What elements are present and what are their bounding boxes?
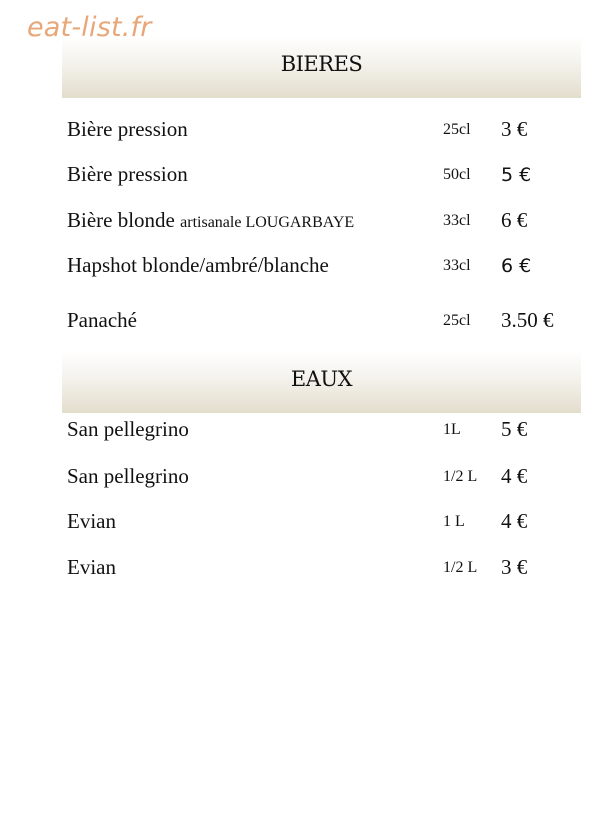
item-price: 3.50 € bbox=[501, 308, 554, 332]
section-header-bieres bbox=[62, 36, 581, 98]
item-name: Panaché bbox=[67, 308, 137, 332]
item-size: 50cl bbox=[443, 166, 471, 183]
item-price: 6 € bbox=[501, 208, 528, 232]
item-name: Evian bbox=[67, 509, 116, 533]
item-size: 1/2 L bbox=[443, 559, 478, 576]
item-price: 6 € bbox=[501, 255, 532, 277]
item-size: 25cl bbox=[443, 312, 471, 329]
menu-item bbox=[67, 555, 577, 585]
item-price: 4 € bbox=[501, 509, 528, 533]
menu-item bbox=[67, 208, 577, 238]
menu-item bbox=[67, 253, 577, 283]
item-price: 3 € bbox=[501, 555, 528, 579]
menu-item bbox=[67, 117, 577, 147]
item-size: 1L bbox=[443, 421, 461, 438]
item-name: Hapshot blonde/ambré/blanche bbox=[67, 253, 329, 277]
item-name: Bière pression bbox=[67, 117, 188, 141]
item-price: 4 € bbox=[501, 464, 528, 488]
item-name: Bière pression bbox=[67, 162, 188, 186]
menu-item bbox=[67, 464, 577, 494]
item-size: 33cl bbox=[443, 212, 471, 229]
item-price: 3 € bbox=[501, 117, 528, 141]
item-size: 1 L bbox=[443, 513, 465, 530]
item-size: 1/2 L bbox=[443, 468, 478, 485]
item-name-note: artisanale LOUGARBAYE bbox=[180, 214, 355, 231]
section-header-eaux bbox=[62, 351, 581, 413]
menu-item bbox=[67, 308, 577, 338]
item-name: San pellegrino bbox=[67, 417, 189, 441]
watermark-logo: eat-list.fr bbox=[27, 12, 152, 43]
item-name bbox=[67, 208, 354, 233]
item-name-main: Bière blonde bbox=[67, 208, 181, 232]
item-price: 5 € bbox=[501, 417, 528, 441]
item-name: San pellegrino bbox=[67, 464, 189, 488]
section-title: EAUX bbox=[290, 367, 353, 391]
item-size: 33cl bbox=[443, 257, 471, 274]
menu-item bbox=[67, 417, 577, 447]
menu-item bbox=[67, 162, 577, 192]
item-name: Evian bbox=[67, 555, 116, 579]
section-title: BIERES bbox=[280, 52, 363, 76]
item-price: 5 € bbox=[501, 164, 532, 186]
menu-item bbox=[67, 509, 577, 539]
item-size: 25cl bbox=[443, 121, 471, 138]
